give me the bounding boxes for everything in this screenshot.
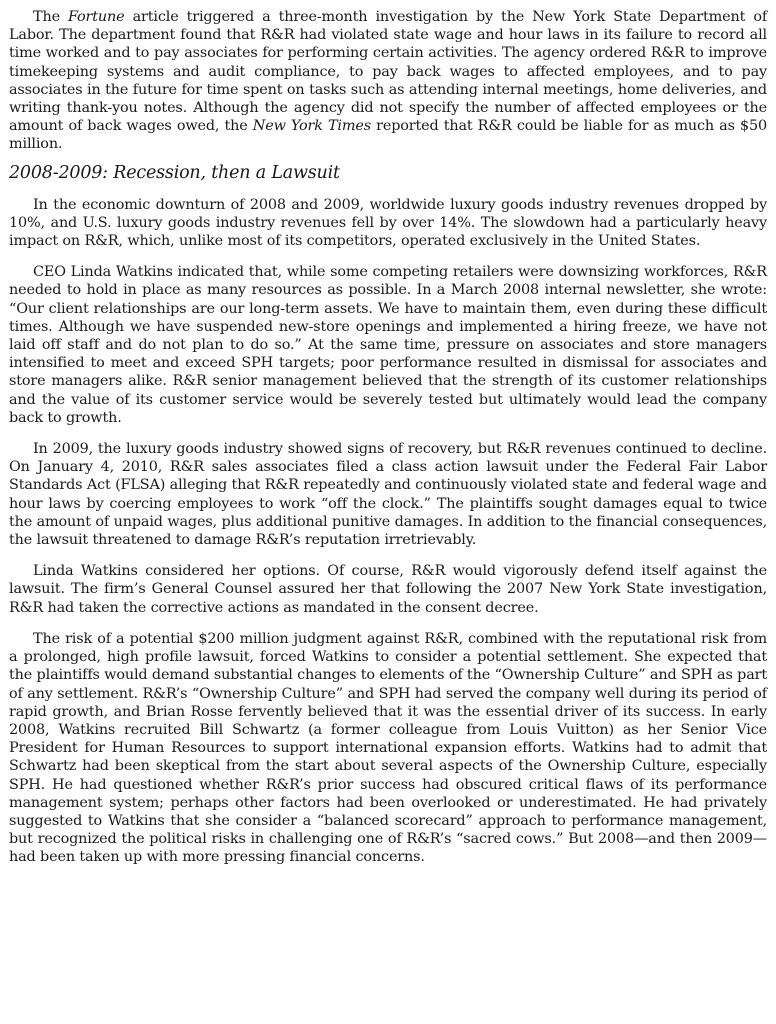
- paragraph-downturn: In the economic downturn of 2008 and 2009, worldwide luxury goods industry revenues dropped by 10%, and U.S. luxury goods industry revenues fell by over 14%. The slowdown had a particularly heavy impact on R&R, which, unlike most of its competitors, operated exclusively in the United States.: [9, 196, 767, 250]
- publication-title-fortune: Fortune: [68, 9, 125, 25]
- text-run: article triggered a three-month investigation by the New York State Department of Labor. The department found that R&R had violated state wage and hour laws in its failure to record all time worked and to pay associates for performing certain activities. The agency ordered R&R to improve timekeeping systems and audit compliance, to pay back wages to affected employees, and to pay associates in the future for time spent on tasks such as attending internal meetings, home deliveries, and writing thank-you notes. Although the agency did not specify the number of affected employees or the amount of back wages owed, the: [9, 9, 768, 135]
- paragraph-ceo-watkins: CEO Linda Watkins indicated that, while some competing retailers were downsizing workforces, R&R needed to hold in place as many resources as possible. In a March 2008 internal newsletter, she wrote: “Our client relationships are our long-term assets. We have to maintain them, even during these difficult times. Although we have suspended new-store openings and implemented a hiring freeze, we have not laid off staff and do not plan to do so.” At the same time, pressure on associates and store managers intensified to meet and exceed SPH targets; poor performance resulted in dismissal for associates and store managers alike. R&R senior management believed that the strength of its customer relationships and the value of its customer service would be severely tested but ultimately would lead the company back to growth.: [9, 264, 767, 426]
- paragraph-lawsuit: In 2009, the luxury goods industry showed signs of recovery, but R&R revenues continued to decline. On January 4, 2010, R&R sales associates filed a class action lawsuit under the Federal Fair Labor Standards Act (FLSA) alleging that R&R repeatedly and continuously violated state and federal wage and hour laws by coercing employees to work “off the clock.” The plaintiffs sought damages equal to twice the amount of unpaid wages, plus additional punitive damages. In addition to the financial consequences, the lawsuit threatened to damage R&R’s reputation irretrievably.: [9, 441, 767, 549]
- publication-title-nyt: New York Times: [252, 118, 371, 135]
- paragraph-settlement: The risk of a potential $200 million judgment against R&R, combined with the reputational risk from a prolonged, high profile lawsuit, forced Watkins to consider a potential settlement. She expected that the plaintiffs would demand substantial changes to elements of the “Ownership Culture” and SPH as part of any settlement. R&R’s “Ownership Culture” and SPH had served the company well during its period of rapid growth, and Brian Rosse fervently believed that it was the essential driver of its success. In early 2008, Watkins recruited Bill Schwartz (a former colleague from Louis Vuitton) as her Senior Vice President for Human Resources to support international expansion efforts. Watkins had to admit that Schwartz had been skeptical from the start about several aspects of the Ownership Culture, especially SPH. He had questioned whether R&R’s prior success had obscured critical flaws of its performance management system; perhaps other factors had been overlooked or underestimated. He had privately suggested to Watkins that she consider a “balanced scorecard” approach to performance management, but recognized the political risks in challenging one of R&R’s “sacred cows.” But 2008—and then 2009—had been taken up with more pressing financial concerns.: [9, 630, 767, 866]
- section-heading: 2008-2009: Recession, then a Lawsuit: [9, 162, 340, 183]
- paragraph-options: Linda Watkins considered her options. Of course, R&R would vigorously defend itself against the lawsuit. The firm’s General Counsel assured her that following the 2007 New York State investigation, R&R had taken the corrective actions as mandated in the consent decree.: [9, 563, 767, 616]
- paragraph-fortune-investigation: [9, 8, 767, 154]
- text-run: The: [33, 9, 68, 25]
- text-run: reported that R&R could be liable for as much as $50 million.: [9, 118, 767, 153]
